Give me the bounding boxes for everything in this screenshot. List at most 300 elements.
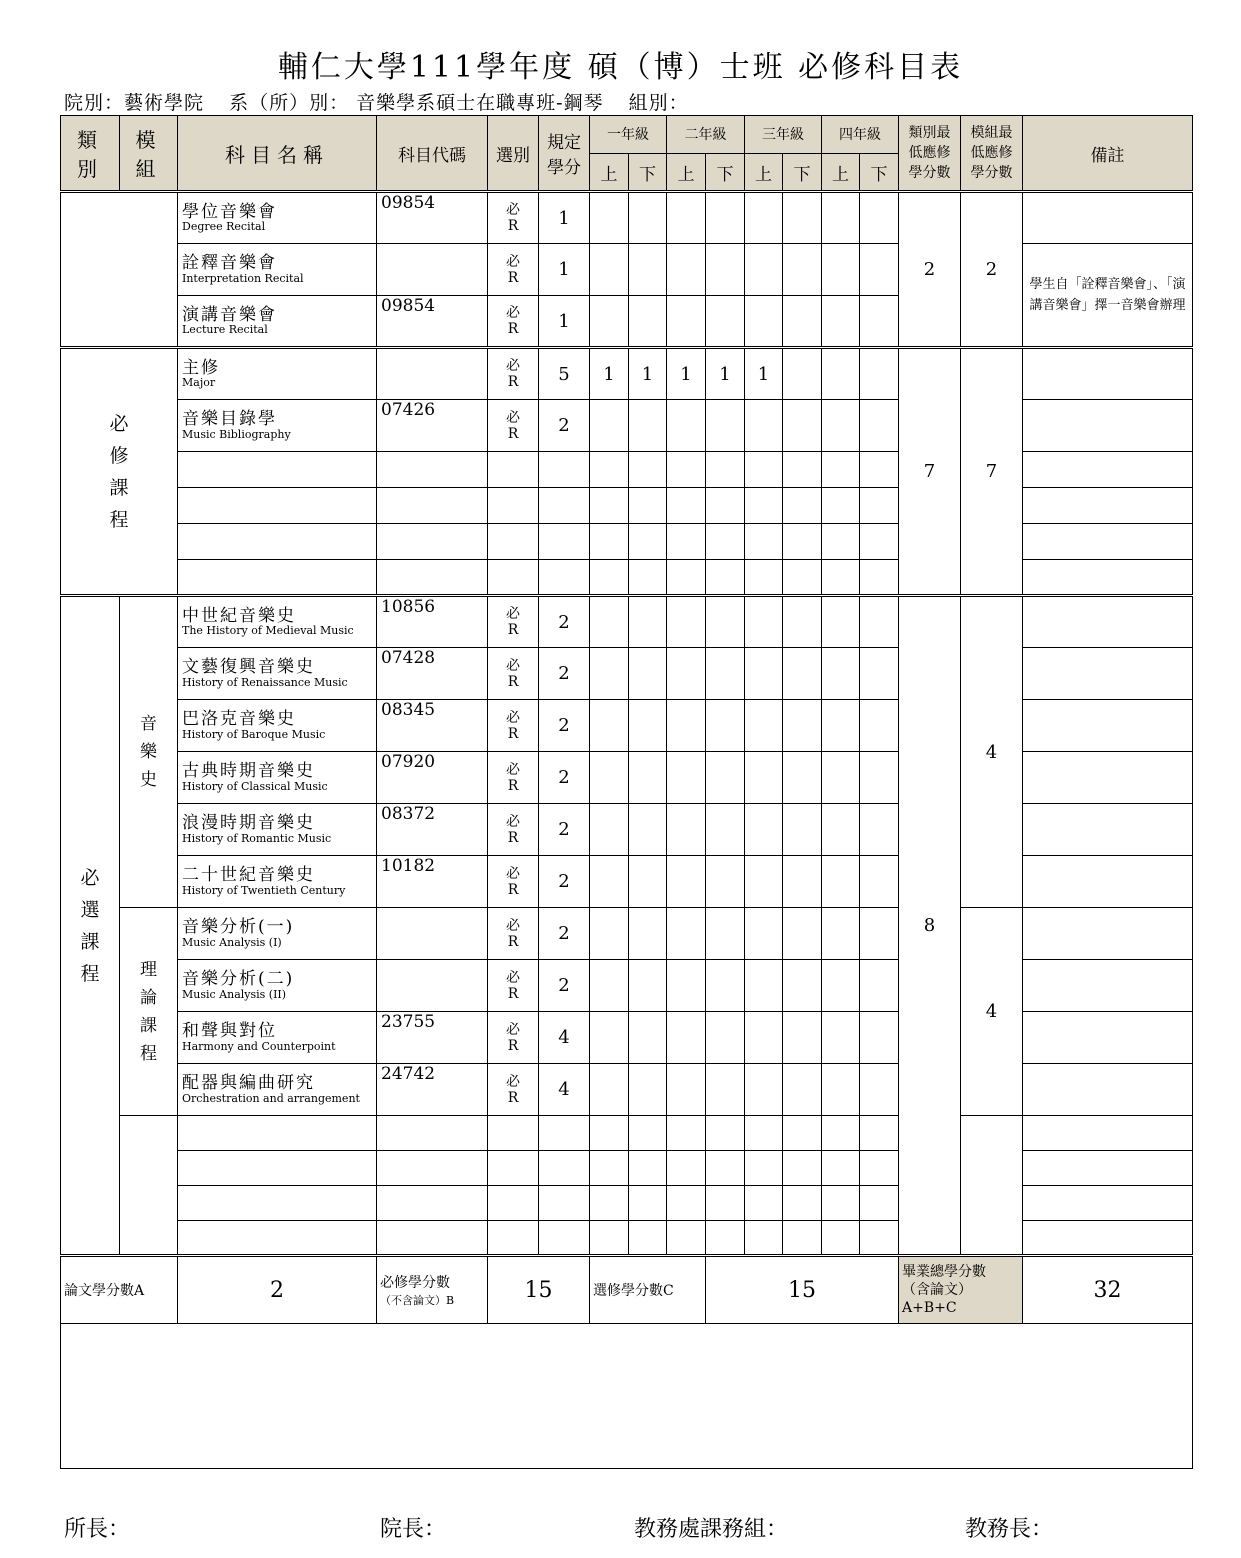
remark-note: 學生自「詮釋音樂會」、「演講音樂會」擇一音樂會辦理 bbox=[1023, 244, 1193, 348]
semester-cell bbox=[590, 804, 629, 856]
header-category-min: 類別最 低應修 學分數 bbox=[899, 116, 961, 192]
course-name-cell bbox=[178, 752, 377, 804]
course-code: 09854 bbox=[377, 192, 488, 244]
empty-cell bbox=[377, 1151, 488, 1186]
semester-cell bbox=[706, 752, 745, 804]
header-credits: 規定 學分 bbox=[539, 116, 590, 192]
table-row bbox=[61, 700, 1193, 752]
semester-cell bbox=[860, 1221, 899, 1256]
semester-cell bbox=[629, 856, 667, 908]
semester-cell bbox=[629, 1064, 667, 1116]
semester-cell bbox=[590, 960, 629, 1012]
select-type: 必 R bbox=[488, 400, 539, 452]
semester-cell bbox=[667, 244, 706, 296]
elective-credits-label: 選修學分數C bbox=[590, 1256, 706, 1324]
remark-cell bbox=[1023, 1012, 1193, 1064]
semester-cell bbox=[706, 648, 745, 700]
select-type: 必 R bbox=[488, 700, 539, 752]
header-category: 類 別 bbox=[61, 116, 120, 192]
select-type: 必 R bbox=[488, 244, 539, 296]
semester-cell bbox=[783, 804, 822, 856]
remark-cell bbox=[1023, 1151, 1193, 1186]
semester-cell bbox=[590, 1012, 629, 1064]
semester-cell bbox=[860, 908, 899, 960]
group-label: 組別： bbox=[628, 92, 689, 114]
semester-cell bbox=[822, 804, 860, 856]
semester-cell bbox=[822, 1221, 860, 1256]
semester-cell bbox=[745, 1221, 783, 1256]
semester-cell bbox=[860, 192, 899, 244]
department-label: 系（所）別： 音樂學系碩士在職專班-鋼琴 bbox=[229, 92, 604, 114]
semester-cell bbox=[706, 1012, 745, 1064]
sem-up: 上 bbox=[590, 154, 629, 192]
course-name-cell bbox=[178, 1012, 377, 1064]
empty-cell bbox=[539, 488, 590, 524]
semester-cell bbox=[783, 244, 822, 296]
semester-cell bbox=[706, 488, 745, 524]
totals-row bbox=[61, 1256, 1193, 1324]
remark-cell bbox=[1023, 908, 1193, 960]
semester-cell bbox=[745, 1064, 783, 1116]
course-name-en: Major bbox=[182, 376, 216, 390]
semester-cell bbox=[706, 1064, 745, 1116]
remark-cell bbox=[1023, 752, 1193, 804]
semester-cell bbox=[822, 648, 860, 700]
empty-cell bbox=[539, 1186, 590, 1221]
semester-cell bbox=[706, 192, 745, 244]
semester-credit bbox=[783, 348, 822, 400]
semester-cell bbox=[590, 296, 629, 348]
remark-cell bbox=[1023, 1064, 1193, 1116]
semester-cell bbox=[783, 1064, 822, 1116]
semester-cell bbox=[860, 700, 899, 752]
semester-cell bbox=[822, 596, 860, 648]
semester-cell bbox=[783, 1221, 822, 1256]
semester-cell bbox=[590, 452, 629, 488]
semester-cell bbox=[783, 960, 822, 1012]
semester-cell bbox=[667, 804, 706, 856]
semester-cell bbox=[745, 804, 783, 856]
header-course-code: 科目代碼 bbox=[377, 116, 488, 192]
sem-up: 上 bbox=[667, 154, 706, 192]
select-type: 必 R bbox=[488, 856, 539, 908]
course-code: 23755 bbox=[377, 1012, 488, 1064]
semester-cell bbox=[745, 1186, 783, 1221]
semester-cell bbox=[745, 960, 783, 1012]
empty-cell bbox=[488, 1151, 539, 1186]
semester-cell bbox=[822, 560, 860, 596]
semester-cell bbox=[860, 1186, 899, 1221]
empty-cell bbox=[178, 1116, 377, 1151]
semester-cell bbox=[706, 244, 745, 296]
table-row bbox=[61, 856, 1193, 908]
semester-cell bbox=[590, 856, 629, 908]
empty-cell bbox=[539, 560, 590, 596]
course-name-zh: 浪漫時期音樂史 bbox=[182, 813, 315, 834]
semester-cell bbox=[629, 648, 667, 700]
course-name-en: Orchestration and arrangement bbox=[182, 1091, 360, 1105]
empty-cell bbox=[488, 452, 539, 488]
semester-cell bbox=[590, 596, 629, 648]
semester-credit: 1 bbox=[706, 348, 745, 400]
semester-cell bbox=[667, 908, 706, 960]
remark-cell bbox=[1023, 452, 1193, 488]
course-name-zh: 音樂目錄學 bbox=[182, 409, 277, 430]
semester-cell bbox=[860, 804, 899, 856]
semester-cell bbox=[745, 488, 783, 524]
semester-credit bbox=[860, 348, 899, 400]
semester-cell bbox=[783, 296, 822, 348]
required-credits-label: 必修學分數 （不含論文）B bbox=[377, 1256, 488, 1324]
semester-cell bbox=[629, 524, 667, 560]
signature-academic-affairs: 教務長： bbox=[965, 1517, 1054, 1542]
semester-cell bbox=[822, 960, 860, 1012]
semester-cell bbox=[667, 1151, 706, 1186]
course-name-en: Degree Recital bbox=[182, 220, 266, 234]
table-row bbox=[61, 908, 1193, 960]
semester-cell bbox=[783, 560, 822, 596]
module-min-credits: 4 bbox=[961, 908, 1023, 1116]
course-name-en: History of Romantic Music bbox=[182, 831, 332, 845]
course-credits: 4 bbox=[539, 1064, 590, 1116]
table-row bbox=[61, 452, 1193, 488]
category-elective: 必 選 課 程 bbox=[61, 596, 120, 1256]
semester-credit bbox=[860, 400, 899, 452]
semester-cell bbox=[706, 700, 745, 752]
course-name-en: The History of Medieval Music bbox=[182, 624, 354, 638]
semester-cell bbox=[860, 524, 899, 560]
header-course-name: 科目名稱 bbox=[178, 116, 377, 192]
table-row bbox=[61, 1151, 1193, 1186]
semester-credit bbox=[822, 400, 860, 452]
semester-cell bbox=[860, 296, 899, 348]
course-name-cell bbox=[178, 908, 377, 960]
semester-cell bbox=[629, 804, 667, 856]
course-name-en: Interpretation Recital bbox=[182, 271, 304, 285]
table-row bbox=[61, 804, 1193, 856]
course-name-en: Music Analysis (I) bbox=[182, 935, 282, 949]
empty-cell bbox=[178, 1151, 377, 1186]
semester-cell bbox=[822, 1012, 860, 1064]
semester-cell bbox=[860, 560, 899, 596]
semester-cell bbox=[590, 752, 629, 804]
course-name-cell bbox=[178, 596, 377, 648]
table-row bbox=[61, 1116, 1193, 1151]
select-type: 必 R bbox=[488, 1012, 539, 1064]
course-credits: 1 bbox=[539, 296, 590, 348]
remark-cell bbox=[1023, 400, 1193, 452]
course-credits: 2 bbox=[539, 700, 590, 752]
sem-down: 下 bbox=[706, 154, 745, 192]
semester-cell bbox=[860, 488, 899, 524]
semester-cell bbox=[667, 560, 706, 596]
sem-up: 上 bbox=[745, 154, 783, 192]
course-code: 08372 bbox=[377, 804, 488, 856]
course-credits: 2 bbox=[539, 400, 590, 452]
sem-down: 下 bbox=[629, 154, 667, 192]
course-name-zh: 演講音樂會 bbox=[182, 304, 277, 325]
empty-cell bbox=[377, 452, 488, 488]
thesis-credits-label: 論文學分數A bbox=[61, 1256, 178, 1324]
category-min-credits: 8 bbox=[899, 596, 961, 1256]
semester-cell bbox=[706, 596, 745, 648]
semester-cell bbox=[629, 908, 667, 960]
course-credits: 5 bbox=[539, 348, 590, 400]
select-type: 必 R bbox=[488, 908, 539, 960]
semester-cell bbox=[745, 908, 783, 960]
course-name-cell bbox=[178, 244, 377, 296]
semester-credit: 1 bbox=[590, 348, 629, 400]
table-row bbox=[61, 1012, 1193, 1064]
semester-cell bbox=[706, 1186, 745, 1221]
header-year-2: 二年級 bbox=[667, 116, 745, 154]
empty-cell bbox=[377, 1186, 488, 1221]
module-min-empty bbox=[961, 1116, 1023, 1256]
semester-cell bbox=[783, 452, 822, 488]
semester-cell bbox=[629, 1116, 667, 1151]
category-cell bbox=[61, 192, 178, 348]
semester-cell bbox=[822, 488, 860, 524]
header-year-4: 四年級 bbox=[822, 116, 899, 154]
semester-cell bbox=[629, 296, 667, 348]
course-credits: 2 bbox=[539, 960, 590, 1012]
empty-cell bbox=[377, 1221, 488, 1256]
course-code: 10856 bbox=[377, 596, 488, 648]
semester-cell bbox=[667, 1221, 706, 1256]
semester-cell bbox=[860, 244, 899, 296]
sem-down: 下 bbox=[860, 154, 899, 192]
subheading bbox=[64, 88, 707, 115]
semester-cell bbox=[629, 488, 667, 524]
semester-cell bbox=[860, 752, 899, 804]
header-remark: 備註 bbox=[1023, 116, 1193, 192]
semester-cell bbox=[745, 452, 783, 488]
semester-cell bbox=[667, 452, 706, 488]
course-code: 07920 bbox=[377, 752, 488, 804]
semester-cell bbox=[783, 596, 822, 648]
semester-cell bbox=[706, 1221, 745, 1256]
remark-cell bbox=[1023, 560, 1193, 596]
semester-cell bbox=[629, 244, 667, 296]
semester-cell bbox=[667, 700, 706, 752]
semester-cell bbox=[629, 1186, 667, 1221]
module-theory: 理 論 課 程 bbox=[120, 908, 178, 1116]
semester-cell bbox=[745, 524, 783, 560]
page-title: 輔仁大學111學年度 碩（博）士班 必修科目表 bbox=[277, 50, 964, 85]
semester-cell bbox=[860, 1116, 899, 1151]
course-name-cell bbox=[178, 856, 377, 908]
semester-credit: 1 bbox=[745, 348, 783, 400]
course-credits: 2 bbox=[539, 752, 590, 804]
remark-cell bbox=[1023, 524, 1193, 560]
select-type: 必 R bbox=[488, 596, 539, 648]
graduation-credits-value: 32 bbox=[1023, 1256, 1193, 1324]
semester-cell bbox=[822, 524, 860, 560]
semester-cell bbox=[706, 908, 745, 960]
remark-cell bbox=[1023, 856, 1193, 908]
module-min-credits: 4 bbox=[961, 596, 1023, 908]
empty-cell bbox=[377, 560, 488, 596]
table-row bbox=[61, 752, 1193, 804]
semester-cell bbox=[822, 700, 860, 752]
semester-cell bbox=[590, 1116, 629, 1151]
semester-cell bbox=[745, 1012, 783, 1064]
empty-cell bbox=[377, 1116, 488, 1151]
course-name-zh: 配器與編曲研究 bbox=[182, 1073, 315, 1094]
module-min-credits: 2 bbox=[961, 192, 1023, 348]
college-label: 院別：藝術學院 bbox=[64, 92, 205, 114]
remark-cell bbox=[1023, 488, 1193, 524]
semester-cell bbox=[860, 1012, 899, 1064]
remark-cell bbox=[1023, 596, 1193, 648]
semester-cell bbox=[783, 192, 822, 244]
semester-cell bbox=[667, 192, 706, 244]
semester-cell bbox=[745, 244, 783, 296]
semester-cell bbox=[822, 1151, 860, 1186]
course-credits: 2 bbox=[539, 856, 590, 908]
course-code bbox=[377, 908, 488, 960]
semester-cell bbox=[590, 192, 629, 244]
empty-cell bbox=[539, 1116, 590, 1151]
semester-cell bbox=[667, 648, 706, 700]
semester-cell bbox=[822, 1116, 860, 1151]
course-table bbox=[60, 115, 1193, 1469]
course-name-en: History of Twentieth Century bbox=[182, 883, 346, 897]
remark-cell bbox=[1023, 648, 1193, 700]
semester-cell bbox=[629, 192, 667, 244]
course-name-zh: 二十世紀音樂史 bbox=[182, 865, 315, 886]
header-module-min: 模組最 低應修 學分數 bbox=[961, 116, 1023, 192]
course-name-en: History of Classical Music bbox=[182, 779, 328, 793]
module-history: 音 樂 史 bbox=[120, 596, 178, 908]
course-name-cell bbox=[178, 648, 377, 700]
table-row bbox=[61, 1186, 1193, 1221]
table-row bbox=[61, 648, 1193, 700]
sem-down: 下 bbox=[783, 154, 822, 192]
course-name-zh: 音樂分析(一) bbox=[182, 917, 295, 938]
empty-cell bbox=[178, 1186, 377, 1221]
semester-cell bbox=[860, 1151, 899, 1186]
semester-cell bbox=[860, 1064, 899, 1116]
semester-cell bbox=[629, 1151, 667, 1186]
semester-cell bbox=[667, 596, 706, 648]
course-credits: 2 bbox=[539, 648, 590, 700]
empty-cell bbox=[377, 524, 488, 560]
empty-cell bbox=[539, 524, 590, 560]
remark-cell bbox=[1023, 804, 1193, 856]
course-name-en: Lecture Recital bbox=[182, 323, 268, 337]
signature-curriculum-office: 教務處課務組： bbox=[634, 1517, 789, 1542]
course-code: 07428 bbox=[377, 648, 488, 700]
semester-cell bbox=[590, 524, 629, 560]
semester-cell bbox=[629, 700, 667, 752]
empty-cell bbox=[178, 1221, 377, 1256]
semester-cell bbox=[860, 856, 899, 908]
course-name-cell bbox=[178, 296, 377, 348]
semester-credit bbox=[590, 400, 629, 452]
course-code: 09854 bbox=[377, 296, 488, 348]
course-name-en: Music Analysis (II) bbox=[182, 987, 287, 1001]
semester-cell bbox=[783, 1116, 822, 1151]
remark-cell bbox=[1023, 348, 1193, 400]
course-name-en: Harmony and Counterpoint bbox=[182, 1039, 336, 1053]
remark-cell bbox=[1023, 700, 1193, 752]
semester-cell bbox=[822, 244, 860, 296]
select-type: 必 R bbox=[488, 960, 539, 1012]
semester-cell bbox=[783, 700, 822, 752]
semester-cell bbox=[822, 1064, 860, 1116]
semester-cell bbox=[822, 296, 860, 348]
table-row bbox=[61, 1221, 1193, 1256]
course-credits: 4 bbox=[539, 1012, 590, 1064]
semester-cell bbox=[667, 524, 706, 560]
semester-cell bbox=[629, 596, 667, 648]
semester-cell bbox=[590, 488, 629, 524]
select-type: 必 R bbox=[488, 648, 539, 700]
signature-dean: 院長： bbox=[380, 1517, 447, 1542]
semester-cell bbox=[667, 1116, 706, 1151]
semester-cell bbox=[860, 648, 899, 700]
semester-cell bbox=[783, 648, 822, 700]
semester-cell bbox=[590, 648, 629, 700]
empty-cell bbox=[178, 560, 377, 596]
course-name-cell bbox=[178, 700, 377, 752]
course-name-cell bbox=[178, 192, 377, 244]
course-credits: 2 bbox=[539, 804, 590, 856]
semester-cell bbox=[783, 524, 822, 560]
course-name-zh: 中世紀音樂史 bbox=[182, 605, 296, 626]
semester-cell bbox=[706, 856, 745, 908]
header-select: 選別 bbox=[488, 116, 539, 192]
course-name-zh: 學位音樂會 bbox=[182, 201, 277, 222]
module-min-credits: 7 bbox=[961, 348, 1023, 596]
thesis-credits-value: 2 bbox=[178, 1256, 377, 1324]
semester-cell bbox=[629, 560, 667, 596]
empty-cell bbox=[539, 452, 590, 488]
remark-cell bbox=[1023, 1116, 1193, 1151]
remark-cell bbox=[1023, 1221, 1193, 1256]
signature-director: 所長： bbox=[64, 1517, 131, 1542]
semester-cell bbox=[745, 560, 783, 596]
select-type: 必 R bbox=[488, 348, 539, 400]
empty-cell bbox=[488, 1186, 539, 1221]
semester-cell bbox=[706, 296, 745, 348]
course-code: 08345 bbox=[377, 700, 488, 752]
course-name-zh: 音樂分析(二) bbox=[182, 969, 295, 990]
sem-up: 上 bbox=[822, 154, 860, 192]
course-name-zh: 古典時期音樂史 bbox=[182, 761, 315, 782]
semester-cell bbox=[822, 1186, 860, 1221]
semester-cell bbox=[590, 908, 629, 960]
semester-cell bbox=[783, 856, 822, 908]
category-required: 必 修 課 程 bbox=[61, 348, 178, 596]
semester-cell bbox=[667, 1186, 706, 1221]
semester-cell bbox=[706, 1151, 745, 1186]
empty-cell bbox=[488, 1221, 539, 1256]
semester-credit bbox=[822, 348, 860, 400]
empty-cell bbox=[488, 488, 539, 524]
semester-cell bbox=[706, 804, 745, 856]
semester-cell bbox=[629, 452, 667, 488]
select-type: 必 R bbox=[488, 296, 539, 348]
semester-cell bbox=[590, 1186, 629, 1221]
table-row bbox=[61, 400, 1193, 452]
course-name-zh: 詮釋音樂會 bbox=[182, 253, 277, 274]
semester-cell bbox=[860, 452, 899, 488]
empty-cell bbox=[488, 560, 539, 596]
semester-cell bbox=[629, 960, 667, 1012]
semester-cell bbox=[860, 960, 899, 1012]
